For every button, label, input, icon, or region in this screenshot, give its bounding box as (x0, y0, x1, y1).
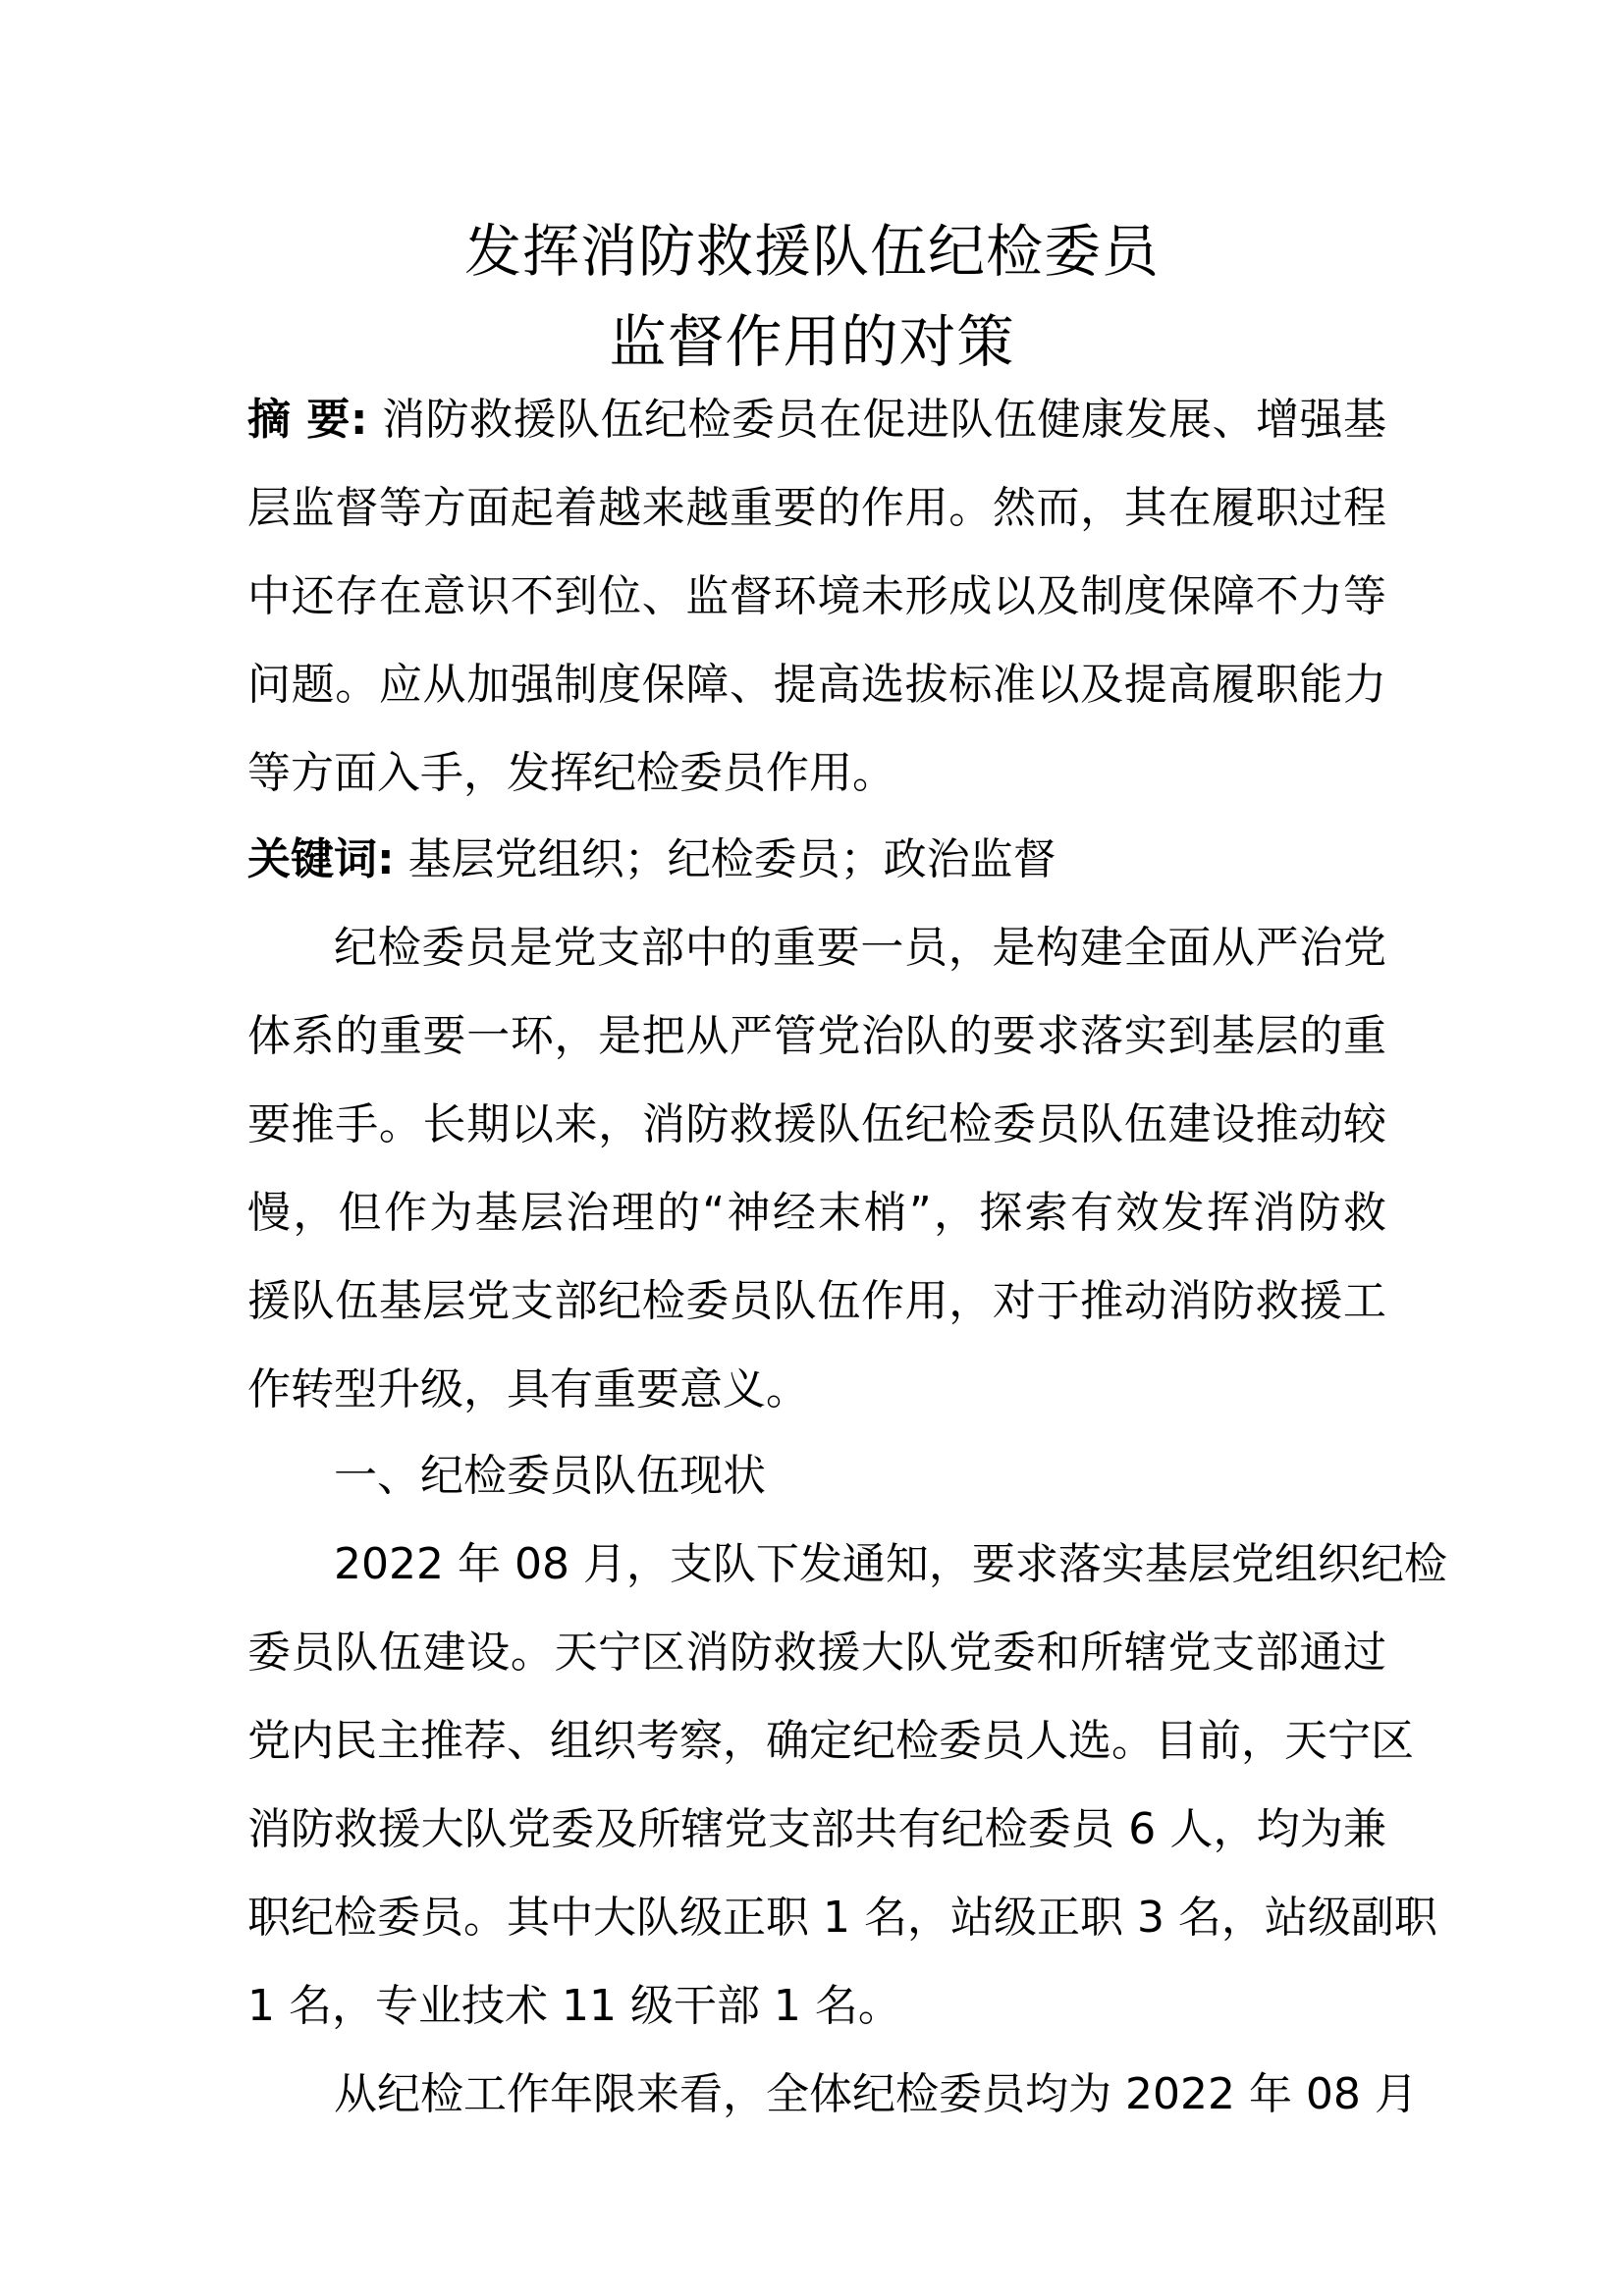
intro-line: 作转型升级，具有重要意义。 (247, 1364, 809, 1415)
section1-line: 党内民主推荐、组织考察，确定纪检委员人选。目前，天宁区 (247, 1716, 1414, 1766)
section1-line: 消防救援大队党委及所辖党支部共有纪检委员 6 人，均为兼 (247, 1804, 1386, 1854)
keywords-line (247, 830, 1386, 889)
intro-line: 援队伍基层党支部纪检委员队伍作用，对于推动消防救援工 (247, 1276, 1386, 1326)
intro-line: 体系的重要一环，是把从严管党治队的要求落实到基层的重 (247, 1011, 1386, 1061)
section-heading: 一、纪检委员队伍现状 (334, 1451, 766, 1501)
abstract-line (247, 391, 1386, 450)
abstract-label: 摘 要: (247, 395, 368, 445)
abstract-line: 层监督等方面起着越来越重要的作用。然而，其在履职过程 (247, 483, 1386, 533)
title-line-2: 监督作用的对策 (609, 308, 1015, 375)
intro-line: 要推手。长期以来，消防救援队伍纪检委员队伍建设推动较 (247, 1099, 1386, 1149)
section1-line: 2022 年 08 月，支队下发通知，要求落实基层党组织纪检 (334, 1539, 1447, 1589)
keywords-text: 基层党组织；纪检委员；政治监督 (407, 834, 1056, 884)
section1-line: 委员队伍建设。天宁区消防救援大队党委和所辖党支部通过 (247, 1628, 1386, 1678)
abstract-line: 中还存在意识不到位、监督环境未形成以及制度保障不力等 (247, 571, 1386, 621)
abstract-text: 消防救援队伍纪检委员在促进队伍健康发展、增强基 (381, 395, 1387, 445)
section1-continuation-line: 从纪检工作年限来看，全体纪检委员均为 2022 年 08 月 (334, 2069, 1418, 2119)
title-line-1: 发挥消防救援队伍纪检委员 (463, 218, 1160, 285)
section1-line: 职纪检委员。其中大队级正职 1 名，站级正职 3 名，站级副职 (247, 1893, 1437, 1943)
intro-line: 慢，但作为基层治理的“神经末梢”，探索有效发挥消防救 (247, 1188, 1386, 1238)
keywords-label: 关键词: (247, 834, 395, 884)
abstract-line: 等方面入手，发挥纪检委员作用。 (247, 748, 895, 798)
abstract-line: 问题。应从加强制度保障、提高选拔标准以及提高履职能力 (247, 660, 1386, 710)
section1-line: 1 名，专业技术 11 级干部 1 名。 (247, 1981, 901, 2031)
intro-line: 纪检委员是党支部中的重要一员，是构建全面从严治党 (334, 923, 1386, 973)
